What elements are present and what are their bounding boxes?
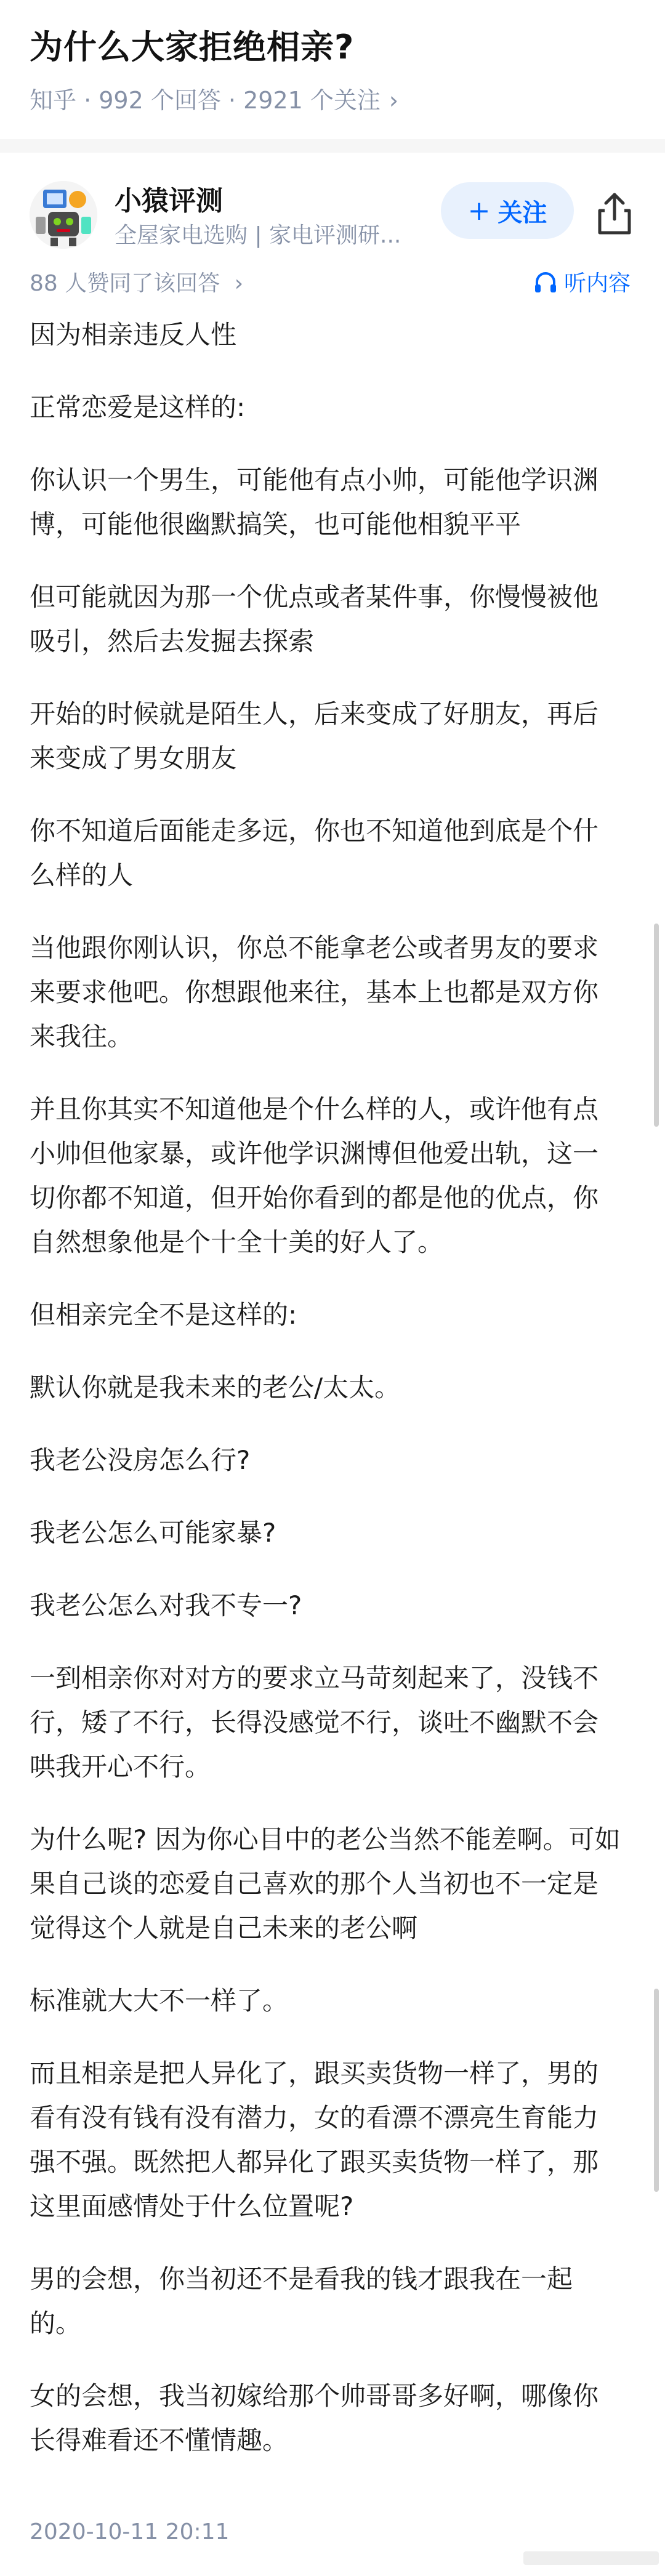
answer-paragraph: 而且相亲是把人异化了，跟买卖货物一样了，男的看有没有钱有没有潜力，女的看漂不漂亮生育能力强不强。既然把人都异化了跟买卖货物一样了，那这里面感情处于什么位置呢? — [30, 2058, 599, 2221]
scrollbar-thumb[interactable] — [654, 1989, 659, 2192]
section-divider — [0, 139, 665, 153]
follow-button[interactable] — [441, 182, 574, 239]
answer-paragraph: 开始的时候就是陌生人，后来变成了好朋友，再后来变成了男女朋友 — [30, 699, 599, 773]
answer-paragraph: 为什么呢? 因为你心目中的老公当然不能差啊。可如果自己谈的恋爱自己喜欢的那个人当初也不一定是觉得这个人就是自己未来的老公啊 — [30, 1824, 621, 1943]
answer-paragraph: 女的会想，我当初嫁给那个帅哥哥多好啊，哪像你长得难看还不懂情趣。 — [30, 2381, 599, 2455]
share-icon[interactable] — [592, 188, 637, 238]
plus-icon: + — [467, 195, 491, 227]
watermark-logo — [523, 2545, 659, 2570]
answer-paragraph: 因为相亲违反人性 — [30, 320, 237, 350]
answer-paragraph: 我老公没房怎么行? — [30, 1445, 251, 1475]
chevron-right-icon: › — [234, 271, 244, 296]
author-name[interactable]: 小猿评测 — [115, 185, 223, 217]
question-header[interactable] — [0, 0, 665, 139]
follow-button-label: 关注 — [498, 198, 547, 227]
answer-paragraph: 我老公怎么可能家暴? — [30, 1518, 276, 1548]
answer-paragraph: 但可能就因为那一个优点或者某件事，你慢慢被他吸引，然后去发掘去探索 — [30, 582, 599, 656]
answer-paragraph: 你不知道后面能走多远，你也不知道他到底是个什么样的人 — [30, 816, 599, 890]
answer-paragraph: 当他跟你刚认识，你总不能拿老公或者男友的要求来要求他吧。你想跟他来往，基本上也都是双方你来我往。 — [30, 933, 599, 1052]
answer-paragraph: 男的会想，你当初还不是看我的钱才跟我在一起的。 — [30, 2264, 573, 2338]
question-meta[interactable] — [30, 81, 398, 115]
author-bio: 全屋家电选购 | 家电评测研... — [115, 223, 401, 248]
answer-date: 2020-10-11 20:11 — [30, 2519, 230, 2545]
answer-paragraph: 标准就大大不一样了。 — [30, 1986, 289, 2016]
question-title[interactable]: 为什么大家拒绝相亲? — [30, 28, 355, 66]
listen-button[interactable] — [533, 266, 631, 297]
vote-count-text: 88 人赞同了该回答 — [30, 271, 220, 296]
answer-paragraph: 你认识一个男生，可能他有点小帅，可能他学识渊博，可能他很幽默搞笑，也可能他相貌平平 — [30, 465, 599, 539]
author-row — [0, 153, 665, 257]
answer-content — [30, 313, 622, 2491]
listen-label: 听内容 — [564, 271, 631, 296]
answer-paragraph: 但相亲完全不是这样的: — [30, 1300, 297, 1330]
vote-count[interactable] — [30, 266, 243, 297]
answer-paragraph: 并且你其实不知道他是个什么样的人，或许他有点小帅但他家暴，或许他学识渊博但他爱出轨，这一切你都不知道，但开始你看到的都是他的优点，你自然想象他是个十全十美的好人了。 — [30, 1094, 599, 1257]
answer-paragraph: 默认你就是我未来的老公/太太。 — [30, 1372, 401, 1403]
robot-mascot-avatar[interactable] — [30, 181, 97, 249]
scrollbar-thumb[interactable] — [654, 924, 659, 1127]
headphones-icon — [533, 270, 558, 294]
answer-paragraph: 正常恋爱是这样的: — [30, 392, 246, 422]
chevron-right-icon: › — [389, 87, 399, 114]
question-stats: 知乎 · 992 个回答 · 2921 个关注 — [30, 87, 381, 114]
answer-paragraph: 一到相亲你对对方的要求立马苛刻起来了，没钱不行，矮了不行，长得没感觉不行，谈吐不幽默不会哄我开心不行。 — [30, 1663, 599, 1782]
answer-paragraph: 我老公怎么对我不专一? — [30, 1590, 302, 1620]
